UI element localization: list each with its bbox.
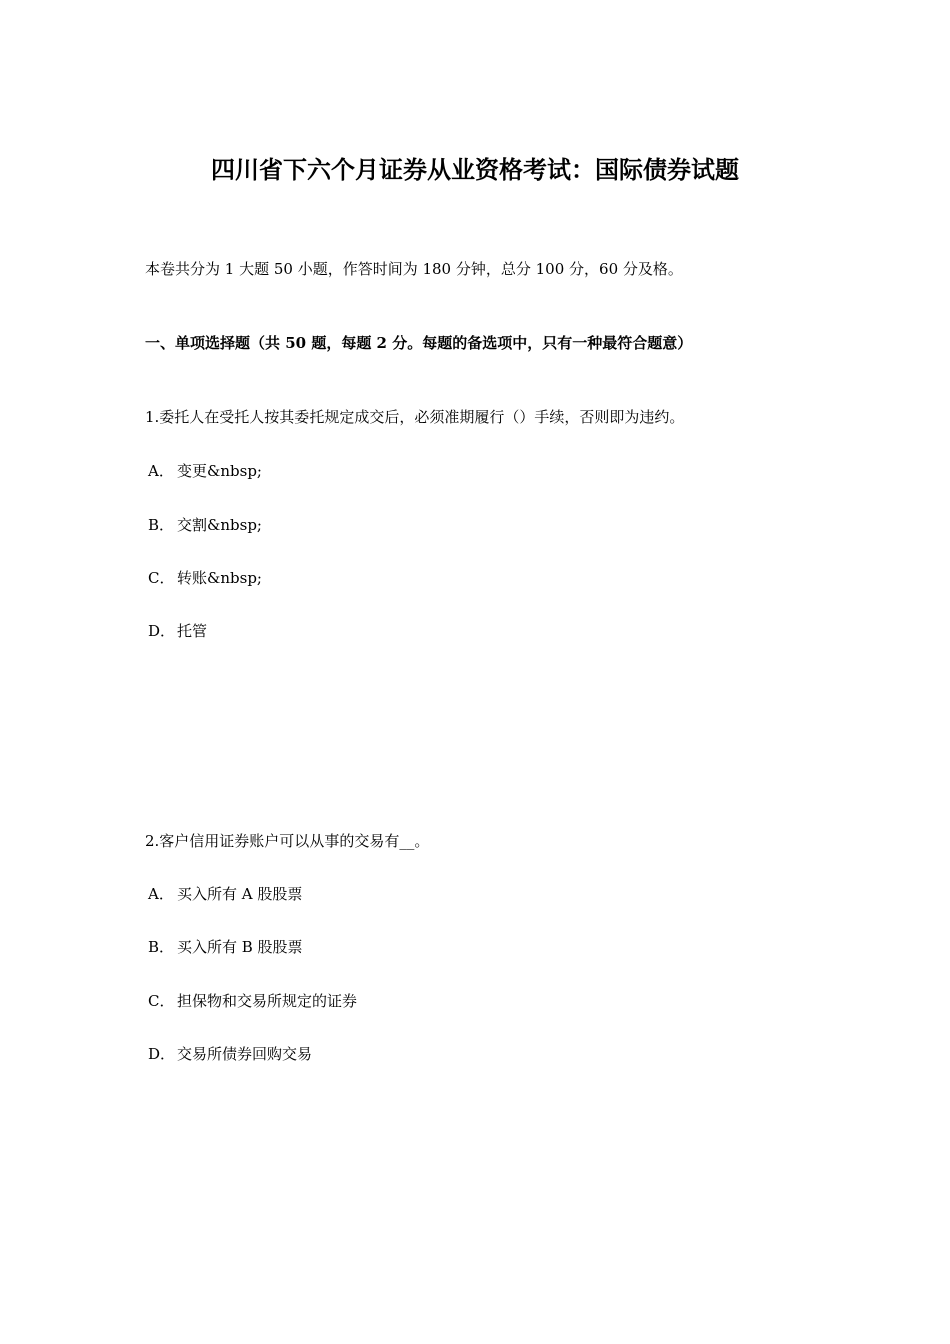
question-2-option-a <box>148 883 302 905</box>
question-2-option-b <box>148 936 303 958</box>
option-text: 托管 <box>177 622 208 640</box>
option-letter: D． <box>148 1045 176 1063</box>
option-letter: D． <box>148 622 176 640</box>
question-2-option-c <box>148 990 357 1012</box>
document-title: 四川省下六个月证券从业资格考试：国际债券试题 <box>211 155 739 184</box>
question-1-option-a <box>148 460 262 482</box>
option-letter: B． <box>148 938 175 956</box>
question-2-stem: 2.客户信用证券账户可以从事的交易有__。 <box>145 832 430 850</box>
question-1-option-d <box>148 620 207 642</box>
question-1-stem: 1.委托人在受托人按其委托规定成交后，必须准期履行（）手续，否则即为违约。 <box>145 408 685 426</box>
option-letter: A． <box>148 462 174 480</box>
option-text: 买入所有 A 股股票 <box>177 885 303 903</box>
section-heading: 一、单项选择题（共 50 题，每题 2 分。每题的备选项中，只有一种最符合题意） <box>145 334 693 352</box>
option-letter: A． <box>148 885 174 903</box>
option-letter: C． <box>148 992 175 1010</box>
exam-intro: 本卷共分为 1 大题 50 小题，作答时间为 180 分钟，总分 100 分，60 分及格。 <box>145 260 683 278</box>
question-1-option-b <box>148 514 262 536</box>
option-text: 买入所有 B 股股票 <box>177 938 303 956</box>
question-1-option-c <box>148 567 262 589</box>
option-letter: C． <box>148 569 175 587</box>
option-letter: B． <box>148 516 175 534</box>
question-2-option-d <box>148 1043 312 1065</box>
option-text: 转账&nbsp; <box>177 569 262 587</box>
option-text: 交易所债券回购交易 <box>177 1045 313 1063</box>
option-text: 交割&nbsp; <box>177 516 262 534</box>
option-text: 担保物和交易所规定的证券 <box>177 992 358 1010</box>
option-text: 变更&nbsp; <box>177 462 262 480</box>
